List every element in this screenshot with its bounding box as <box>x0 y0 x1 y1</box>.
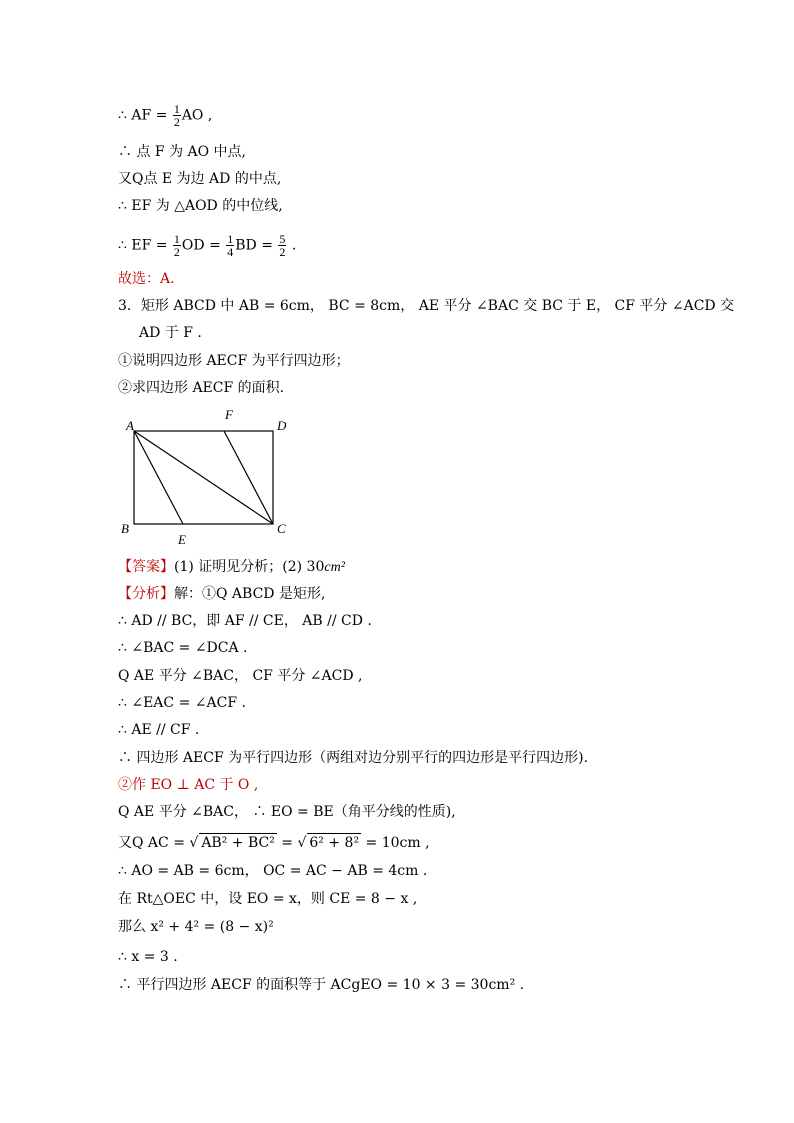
label-c: C <box>277 521 286 536</box>
segment-ae <box>134 431 183 524</box>
fraction-one-half: $\frac{1}{2}$ <box>173 232 180 259</box>
segment-fc <box>224 431 273 524</box>
analysis-step-13: 那么 x² + 4² = (8 − x)² <box>118 919 274 935</box>
analysis-step-1: 【分析】解：①Q ABCD 是矩形, <box>118 586 326 602</box>
answer-line: 【答案】(1) 证明见分析；(2) 30cm² <box>118 559 345 575</box>
sqrt-ab-bc: AB² + BC² <box>201 835 275 851</box>
fraction-five-halves: $\frac{5}{2}$ <box>279 232 286 259</box>
analysis-step-14: ∴ x = 3 . <box>118 949 178 965</box>
rectangle-figure <box>115 402 305 547</box>
analysis-step-6: ∴ AE // CF . <box>118 722 200 738</box>
label-e: E <box>178 532 186 547</box>
label-d: D <box>277 418 287 433</box>
label-f: F <box>225 407 233 422</box>
analysis-step-8: ②作 EO ⊥ AC 于 O , <box>118 777 259 793</box>
fraction-one-quarter: $\frac{1}{4}$ <box>227 232 234 259</box>
step-af-half-ao: ∴ AF = $\frac{1}{2}$ AO , <box>118 102 213 129</box>
analysis-step-4: Q AE 平分 ∠BAC， CF 平分 ∠ACD , <box>118 668 363 684</box>
question-3-part-2: ②求四边形 AECF 的面积. <box>118 380 285 396</box>
choice-answer: 故选：A. <box>118 271 175 287</box>
question-3-line-1: 3．矩形 ABCD 中 AB = 6cm， BC = 8cm， AE 平分 ∠BAC 交 BC 于 E， CF 平分 ∠ACD 交 <box>118 298 735 314</box>
fraction-one-half: $\frac{1}{2}$ <box>173 102 180 129</box>
step-ef-value: ∴ EF = $\frac{1}{2}$ OD = $\frac{1}{4}$ BD = $\frac{5}{2}$ . <box>118 232 297 259</box>
step-e-midpoint: 又Q点 E 为边 AD 的中点, <box>118 171 282 187</box>
label-b: B <box>121 521 129 536</box>
question-3-line-2: AD 于 F . <box>139 325 202 341</box>
analysis-step-2: ∴ AD // BC，即 AF // CE， AB // CD . <box>118 613 372 629</box>
analysis-step-5: ∴ ∠EAC = ∠ACF . <box>118 695 246 711</box>
sqrt-6-8: 6² + 8² <box>309 835 360 851</box>
analysis-step-12: 在 Rt△OEC 中，设 EO = x，则 CE = 8 − x , <box>118 891 418 907</box>
segment-ac <box>134 431 273 524</box>
label-a: A <box>126 418 134 433</box>
analysis-step-15: ∴ 平行四边形 AECF 的面积等于 ACgEO = 10 × 3 = 30cm² . <box>118 977 525 993</box>
analysis-step-11: ∴ AO = AB = 6cm， OC = AC − AB = 4cm . <box>118 863 428 879</box>
step-f-midpoint: ∴ 点 F 为 AO 中点, <box>118 144 247 160</box>
analysis-step-10: 又Q AC = √ AB² + BC² = √ 6² + 8² = 10cm , <box>118 835 430 851</box>
question-3-part-1: ①说明四边形 AECF 为平行四边形； <box>118 353 350 369</box>
step-midline: ∴ EF 为 △AOD 的中位线, <box>118 198 283 214</box>
analysis-step-9: Q AE 平分 ∠BAC， ∴ EO = BE（角平分线的性质), <box>118 804 456 820</box>
analysis-step-3: ∴ ∠BAC = ∠DCA . <box>118 640 248 656</box>
analysis-step-7: ∴ 四边形 AECF 为平行四边形（两组对边分别平行的四边形是平行四边形). <box>118 750 589 766</box>
